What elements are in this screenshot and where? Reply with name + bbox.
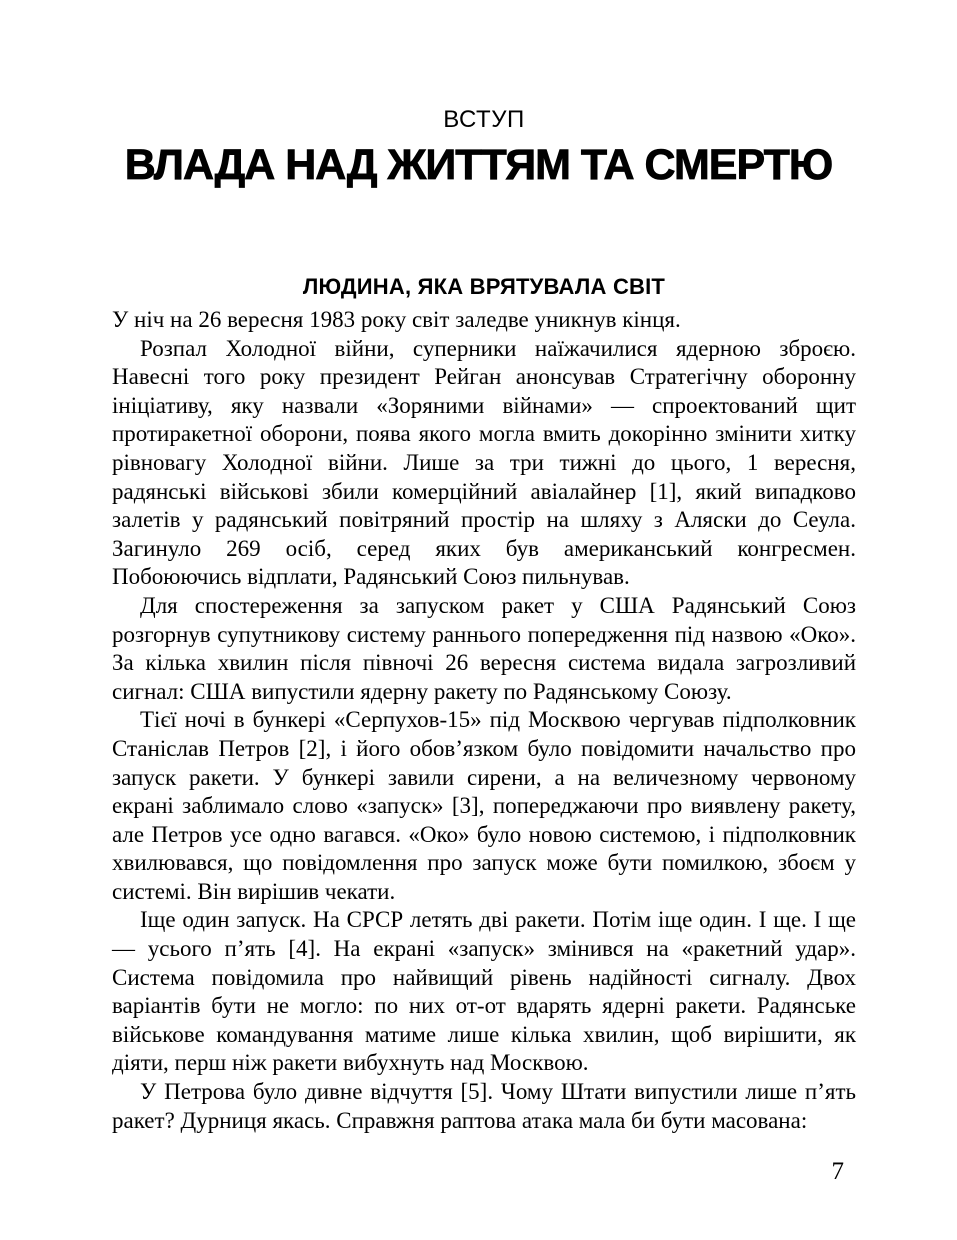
- body-text: [112, 306, 856, 1135]
- paragraph: У Петрова було дивне відчуття [5]. Чому Штати випустили лише п’ять ракет? Дурниця якась. Справжня раптова атака мала би бути масована:: [112, 1079, 856, 1133]
- paragraph: Розпал Холодної війни, суперники наїжачилися ядерною зброєю. Навесні того року президент Рейган анонсував Стратегічну оборонну ініціативу, яку назвали «Зоряними війнами» — спроектований щит протиракетної оборони, поява якого могла вмить докорінно змінити хитку рівновагу Холодної війни. Лише за три тижні до цього, 1 вересня, радянські військові збили комерційний авіалайнер [1], який випадково залетів у радянський повітряний простір на шляху з Аляски до Сеула. Загинуло 269 осіб, серед яких був американський конгресмен. Побоюючись відплати, Радянський Союз пильнував.: [112, 335, 856, 590]
- paragraph: Іще один запуск. На СРСР летять дві ракети. Потім іще один. І ще. І ще — усього п’ять [4]. На екрані «запуск» змінився на «ракетний удар». Система повідомила про найвищий рівень надійності сигналу. Двох варіантів бути не могло: по них от-от вдарять ядерні ракети. Радянське військове командування матиме лише кілька хвилин, щоб вирішити, як діяти, перш ніж ракети вибухнуть над Москвою.: [112, 907, 856, 1076]
- page-number: 7: [831, 1158, 844, 1185]
- chapter-title: ВЛАДА НАД ЖИТТЯМ ТА СМЕРТЮ: [124, 141, 833, 189]
- paragraph: У ніч на 26 вересня 1983 року світ заледве уникнув кінця.: [112, 307, 681, 332]
- section-heading: ЛЮДИНА, ЯКА ВРЯТУВАЛА СВІТ: [302, 274, 666, 299]
- paragraph: Для спостереження за запуском ракет у США Радянський Союз розгорнув супутникову систему раннього попередження під назвою «Око». За кілька хвилин після півночі 26 вересня система видала загрозливий сигнал: США випустили ядерну ракету по Радянському Союзу.: [112, 592, 856, 704]
- chapter-kicker: ВСТУП: [443, 106, 525, 133]
- paragraph: Тієї ночі в бункері «Серпухов-15» під Москвою чергував підполковник Станіслав Петров [2], і його обов’язком було повідомити начальство про запуск ракети. У бункері завили сирени, а на величезному червоному екрані заблимало слово «запуск» [3], попереджаючи про виявлену ракету, але Петров усе одно вагався. «Око» було новою системою, і підполковник хвилювався, що повідомлення про запуск може бути помилкою, збоєм у системі. Він вирішив чекати.: [112, 707, 856, 904]
